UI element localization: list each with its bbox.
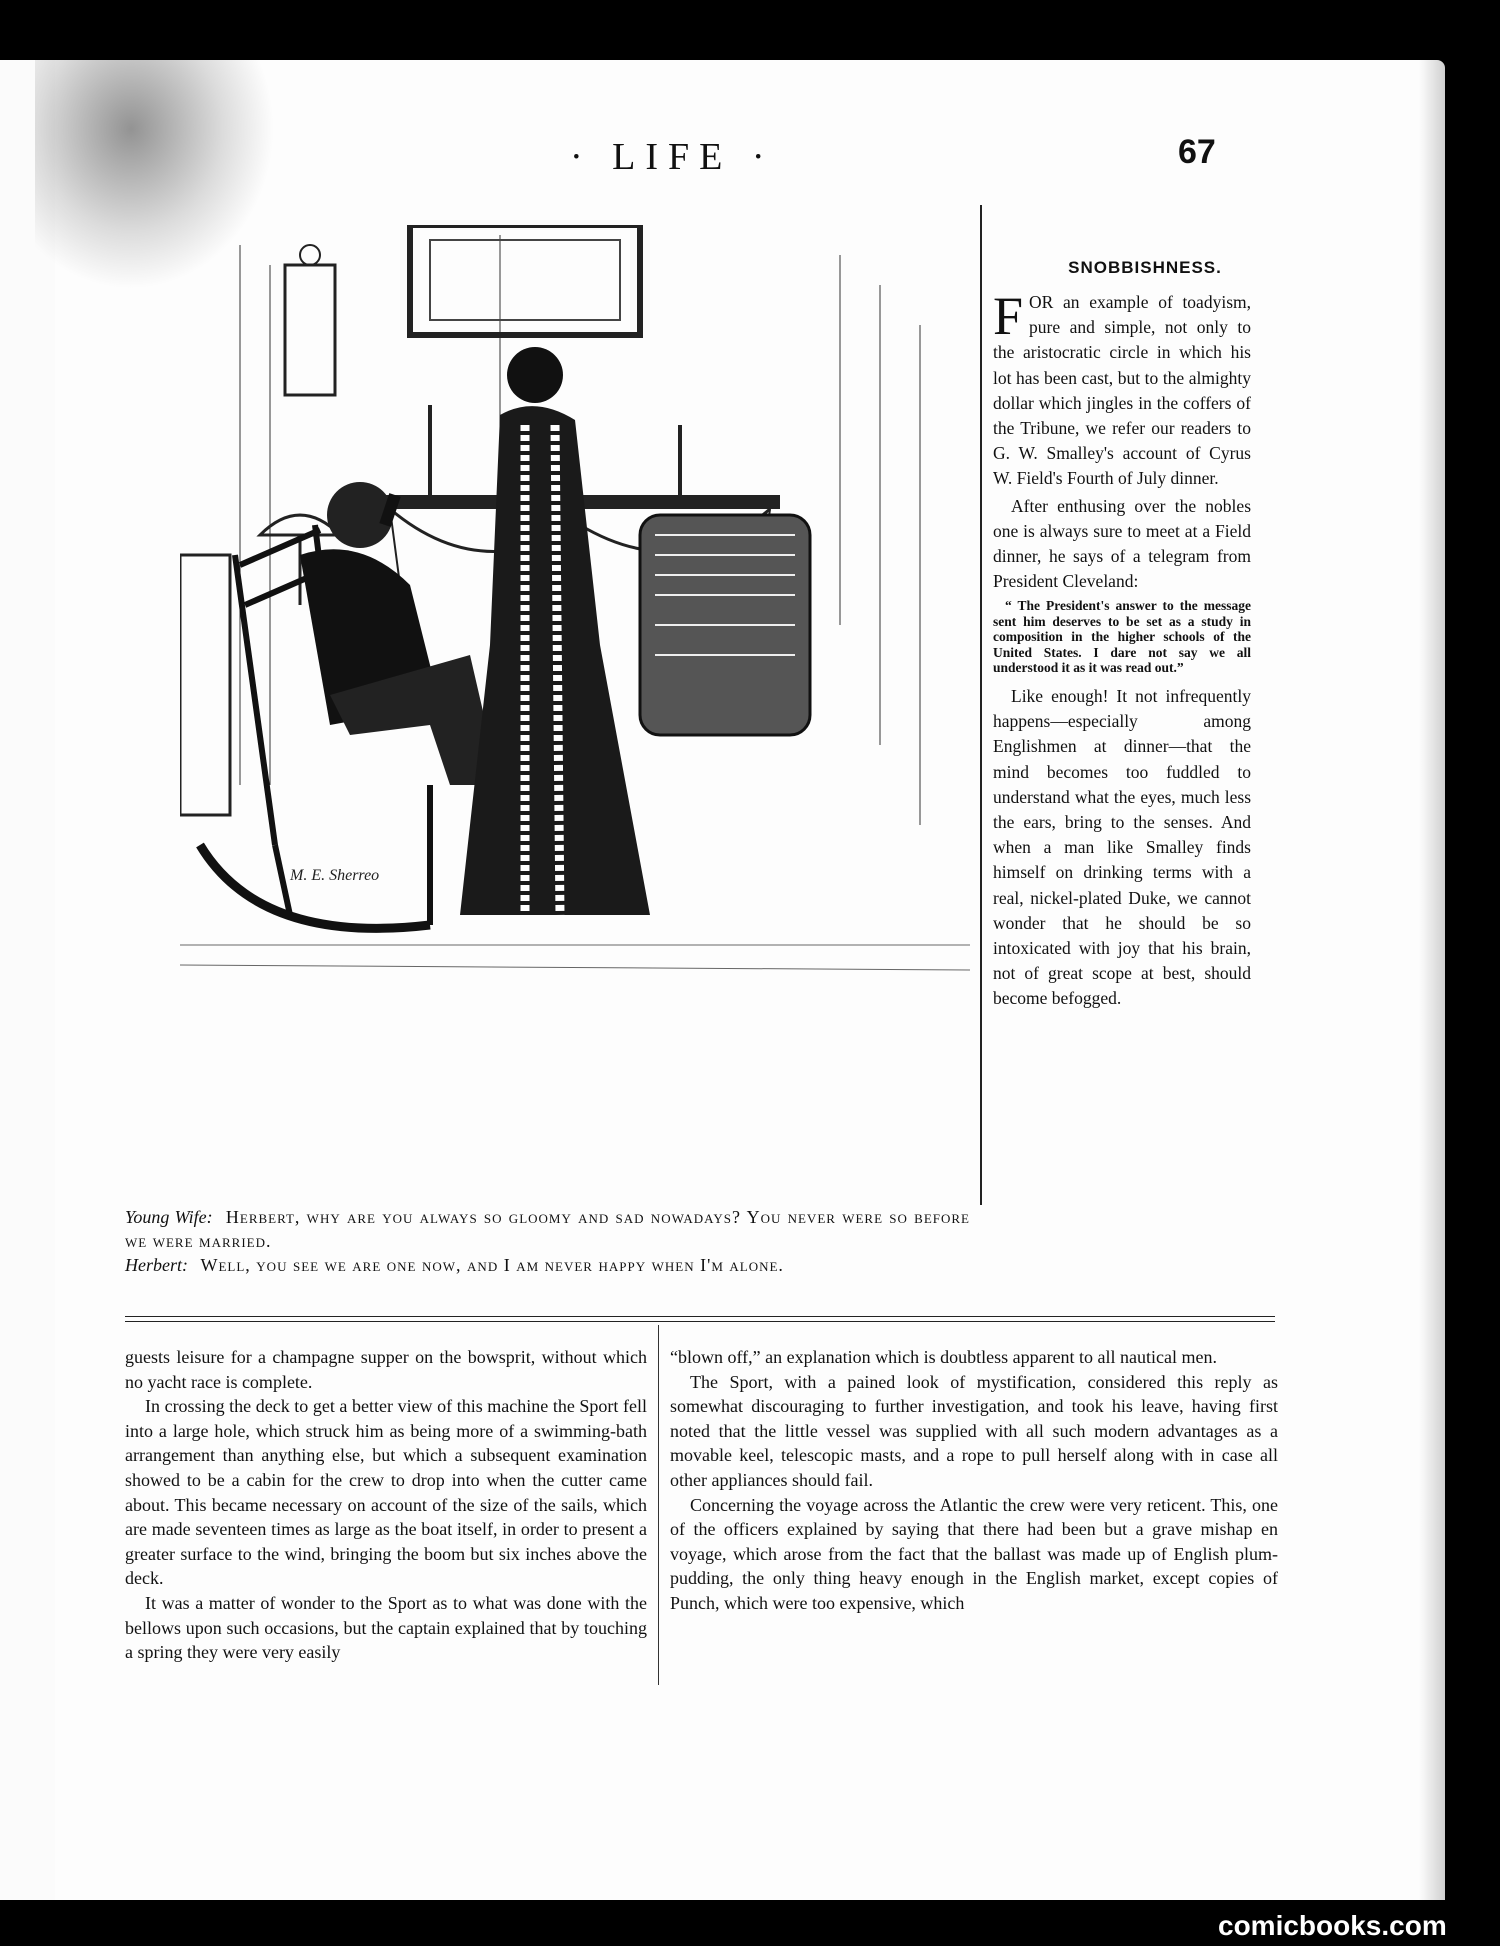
cartoon-caption [125, 1205, 970, 1277]
parlor-stove [180, 555, 230, 815]
article-paragraph-2: After enthusing over the nobles one is always sure to meet at a Field dinner, he says of a telegram from President Cleveland: [993, 495, 1251, 592]
cartoon-illustration [180, 225, 970, 1175]
seated-man [300, 482, 500, 785]
wall-picture [410, 225, 640, 335]
article-title: SNOBBISHNESS. [1068, 258, 1222, 277]
artist-signature: M. E. Sherreo [290, 867, 380, 884]
magazine-title: · LIFE · [570, 136, 775, 178]
drop-cap: F [993, 286, 1024, 346]
article-paragraph-3: Like enough! It not infrequently happens—especially among Englishmen at dinner—that the mind becomes too fuddled to understand what the eyes, much less the ears, bring to the senses. And when a man like Smalley finds himself on drinking terms with a real, nickel-plated Duke, we cannot wonder that he should be so intoxicated with joy that his brain, not of great scope at best, should become befogged. [993, 685, 1251, 1009]
caption-line-wife [125, 1205, 970, 1253]
story-right-paragraph-3: Concerning the voyage across the Atlantic the crew were very reticent. This, one of the officers explained by saying that there had been but a grave mishap en voyage, which arose from the fact that the ballast was made up of English plum-pudding, the only thing heavy enough in the English market, except copies of Punch, which were too expensive, which [670, 1494, 1278, 1613]
watermark: comicbooks.com [1218, 1910, 1447, 1941]
story-column-left [125, 1345, 647, 1665]
caption-speaker-herbert: Herbert: [125, 1255, 188, 1275]
article-paragraph-1-text: OR an example of toadyism, pure and simple, not only to the aristocratic circle in which his lot has been cast, but to the almighty dollar which jingles in the coffers of the Tribune, we refer our readers to G. W. Smalley's account of Cyrus W. Field's Fourth of July dinner. [993, 292, 1251, 489]
bottom-column-divider [658, 1325, 659, 1685]
horizontal-rule-bottom [125, 1321, 1275, 1322]
story-right-paragraph-1: “blown off,” an explanation which is doubtless apparent to all nautical men. [670, 1347, 1218, 1367]
column-divider [980, 205, 982, 1205]
article-column [993, 286, 1251, 1014]
story-right-paragraph-2: The Sport, with a pained look of mystification, considered this reply as somewhat discouraging to further investigation, and took his leave, having first noted that the little vessel was supplied with all such modern advantages as a movable keel, telescopic masts, and a rope to pull herself along with in case all other appliances should fail. [670, 1371, 1278, 1490]
story-left-paragraph-3: It was a matter of wonder to the Sport as to what was done with the bellows upon such occasions, but the captain explained that by touching a spring they were very easily [125, 1592, 647, 1663]
wall-mirror [285, 265, 335, 395]
article-paragraph-1 [993, 286, 1251, 492]
caption-speaker-wife: Young Wife: [125, 1207, 213, 1227]
story-left-paragraph-1: guests leisure for a champagne supper on the bowsprit, without which no yacht race is complete. [125, 1347, 647, 1392]
horizontal-rule-top [125, 1316, 1275, 1317]
page-shadow [1419, 60, 1445, 1900]
caption-text-wife: Herbert, why are you always so gloomy and sad nowadays? You never were so before we were married. [125, 1207, 970, 1251]
left-page-edge [0, 60, 55, 1900]
story-left-paragraph-2: In crossing the deck to get a better view of this machine the Sport fell into a large hole, which struck him as being more of a swimming-bath arrangement than anything else, but which a subsequent examination showed to be a cabin for the crew to drop into when the cutter came about. This became necessary on account of the size of the sails, which are made seventeen times as large as the boat itself, in order to present a greater surface to the wind, bringing the boom but six inches above the deck. [125, 1396, 647, 1589]
standing-woman [460, 347, 650, 915]
caption-text-herbert: Well, you see we are one now, and I am never happy when I'm alone. [200, 1255, 784, 1275]
story-column-right [670, 1345, 1278, 1616]
article-quote: “ The President's answer to the message sent him deserves to be set as a study in composition in the higher schools of the United States. I dare not say we all understood it as it was read out.” [993, 598, 1251, 676]
caption-line-herbert [125, 1253, 970, 1277]
page-number: 67 [1178, 133, 1216, 171]
